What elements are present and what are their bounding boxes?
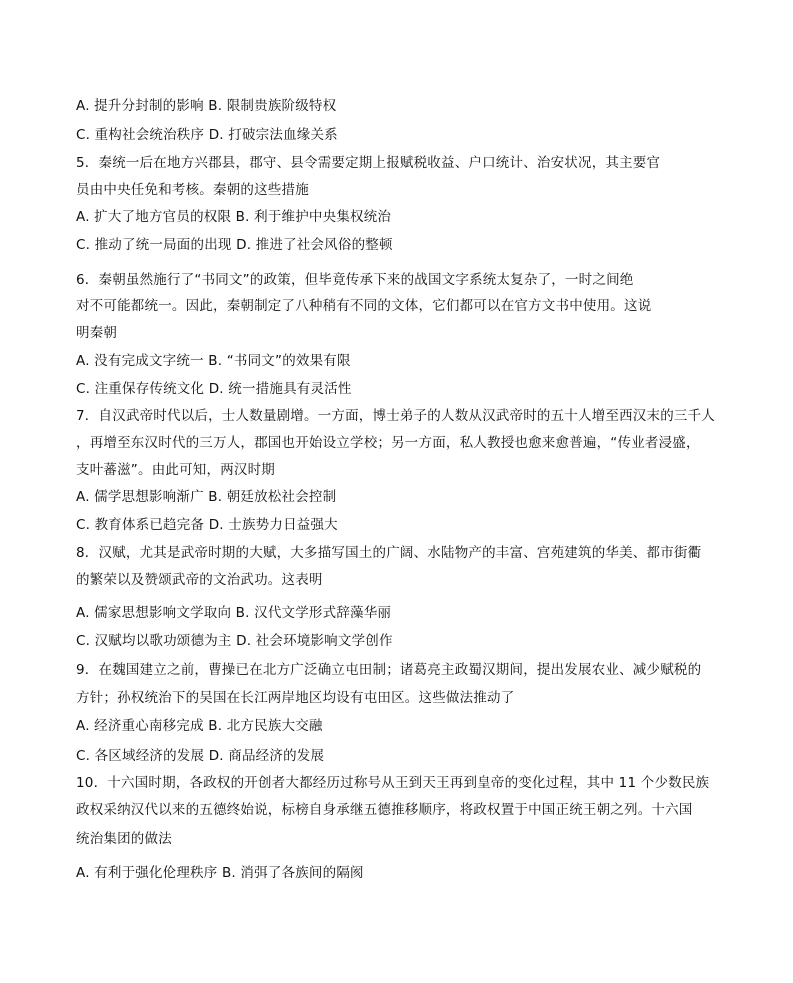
q8-stem-line-2: 的繁荣以及赞颂武帝的文治武功。这表明 (76, 572, 323, 588)
q8-options-ab: A. 儒家思想影响文学取向 B. 汉代文学形式辞藻华丽 (76, 605, 392, 621)
q5-stem-line-1: 5．秦统一后在地方兴郡县，郡守、县令需要定期上报赋税收益、户口统计、治安状况，其主要官 (76, 155, 661, 171)
q4-options-ab: A. 提升分封制的影响 B. 限制贵族阶级特权 (76, 98, 337, 114)
q8-options-cd: C. 汉赋均以歌功颂德为主 D. 社会环境影响文学创作 (76, 633, 393, 649)
q7-stem-line-2: ，再增至东汉时代的三万人，郡国也开始设立学校；另一方面，私人教授也愈来愈普遍，“传业者浸盛， (76, 435, 700, 451)
q9-stem-line-2: 方针；孙权统治下的吴国在长江两岸地区均设有屯田区。这些做法推动了 (76, 690, 515, 706)
q7-options-ab: A. 儒学思想影响渐广 B. 朝廷放松社会控制 (76, 489, 337, 505)
q7-stem-line-3: 支叶蕃滋”。由此可知，两汉时期 (76, 462, 275, 478)
q7-stem-line-1: 7．自汉武帝时代以后，士人数量剧增。一方面，博士弟子的人数从汉武帝时的五十人增至西汉末的三千人 (76, 408, 715, 424)
q6-stem-line-1: 6．秦朝虽然施行了“书同文”的政策，但毕竟传承下来的战国文字系统太复杂了，一时之间绝 (76, 272, 634, 288)
q9-options-cd: C. 各区域经济的发展 D. 商品经济的发展 (76, 748, 325, 764)
q6-stem-line-3: 明秦朝 (76, 325, 118, 341)
q9-options-ab: A. 经济重心南移完成 B. 北方民族大交融 (76, 718, 323, 734)
q5-options-cd: C. 推动了统一局面的出现 D. 推进了社会风俗的整顿 (76, 237, 393, 253)
q8-stem-line-1: 8．汉赋，尤其是武帝时期的大赋，大多描写国土的广阔、水陆物产的丰富、宫苑建筑的华美、都市街衢 (76, 545, 702, 561)
q5-stem-line-2: 员由中央任免和考核。秦朝的这些措施 (76, 182, 309, 198)
q10-stem-line-1: 10．十六国时期，各政权的开创者大都经历过称号从王到天王再到皇帝的变化过程，其中 11 个少数民族 (76, 775, 710, 791)
q10-stem-line-2: 政权采纳汉代以来的五德终始说，标榜自身承继五德推移顺序，将政权置于中国正统王朝之列。十六国 (76, 802, 693, 818)
q9-stem-line-1: 9．在魏国建立之前，曹操已在北方广泛确立屯田制；诸葛亮主政蜀汉期间，提出发展农业、减少赋税的 (76, 662, 702, 678)
q5-options-ab: A. 扩大了地方官员的权限 B. 利于维护中央集权统治 (76, 209, 392, 225)
q10-options-ab: A. 有利于强化伦理秩序 B. 消弭了各族间的隔阂 (76, 865, 364, 881)
q6-options-ab: A. 没有完成文字统一 B. “书同文”的效果有限 (76, 353, 351, 369)
q6-stem-line-2: 对不可能都统一。因此，秦朝制定了八种稍有不同的文体，它们都可以在官方文书中使用。这说 (76, 298, 652, 314)
q4-options-cd: C. 重构社会统治秩序 D. 打破宗法血缘关系 (76, 127, 338, 143)
q10-stem-line-3: 统治集团的做法 (76, 831, 172, 847)
q6-options-cd: C. 注重保存传统文化 D. 统一措施具有灵活性 (76, 381, 352, 397)
q7-options-cd: C. 教育体系已趋完备 D. 士族势力日益强大 (76, 517, 338, 533)
